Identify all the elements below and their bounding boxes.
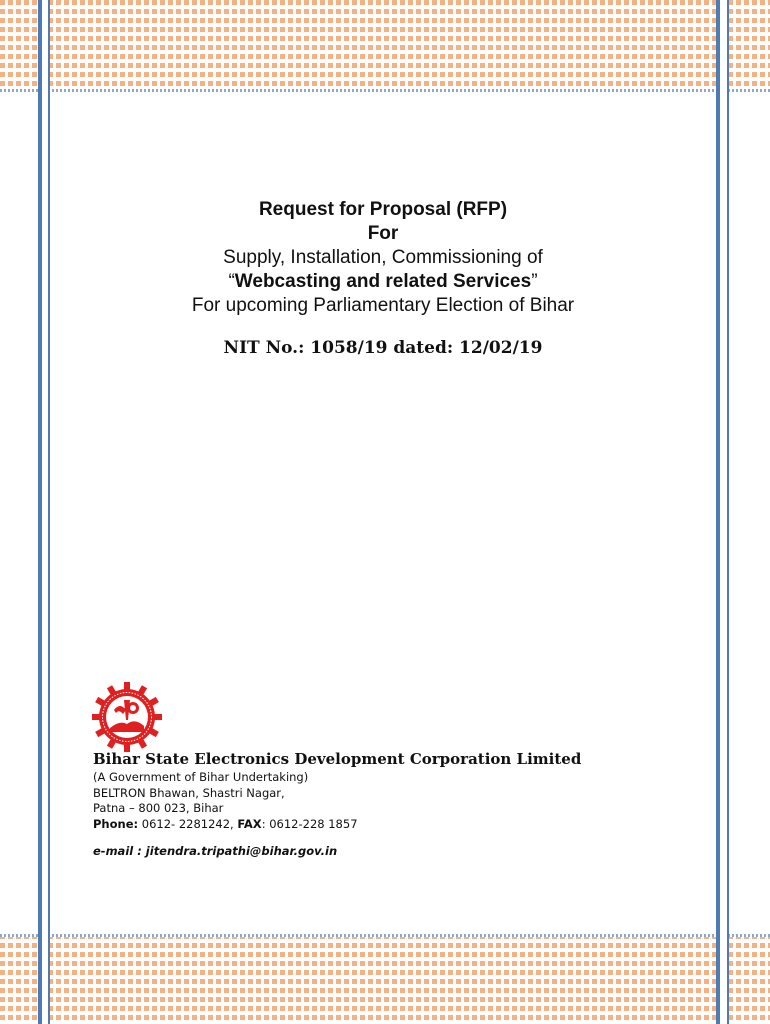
nit-number: NIT No.: 1058/19 dated: 12/02/19 <box>223 338 543 358</box>
organization-block <box>93 748 581 832</box>
scope-line: Supply, Installation, Commissioning of <box>223 247 543 268</box>
right-border-inner <box>716 0 720 1024</box>
title-block <box>50 198 716 318</box>
rfp-heading: Request for Proposal (RFP) <box>258 199 508 220</box>
election-line: For upcoming Parliamentary Election of Bihar <box>191 295 575 316</box>
organization-subtitle: (A Government of Bihar Undertaking) <box>93 770 309 784</box>
service-title: “Webcasting and related Services” <box>228 271 538 292</box>
contact-email[interactable]: e-mail : jitendra.tripathi@bihar.gov.in <box>93 844 338 858</box>
beltron-logo-icon <box>90 680 164 754</box>
top-decorative-band <box>0 0 770 92</box>
for-heading: For <box>367 223 399 244</box>
bottom-decorative-band <box>0 934 770 1024</box>
service-title-bold: Webcasting and related Services <box>234 271 532 292</box>
right-border-outer <box>727 0 729 1024</box>
address-line-1: BELTRON Bhawan, Shastri Nagar, <box>93 785 285 800</box>
left-border-inner <box>48 0 50 1024</box>
organization-name: Bihar State Electronics Development Corporation Limited <box>93 750 582 768</box>
contact-line: Phone: 0612- 2281242, FAX: 0612-228 1857 <box>93 816 358 831</box>
address-line-2: Patna – 800 023, Bihar <box>93 801 224 815</box>
